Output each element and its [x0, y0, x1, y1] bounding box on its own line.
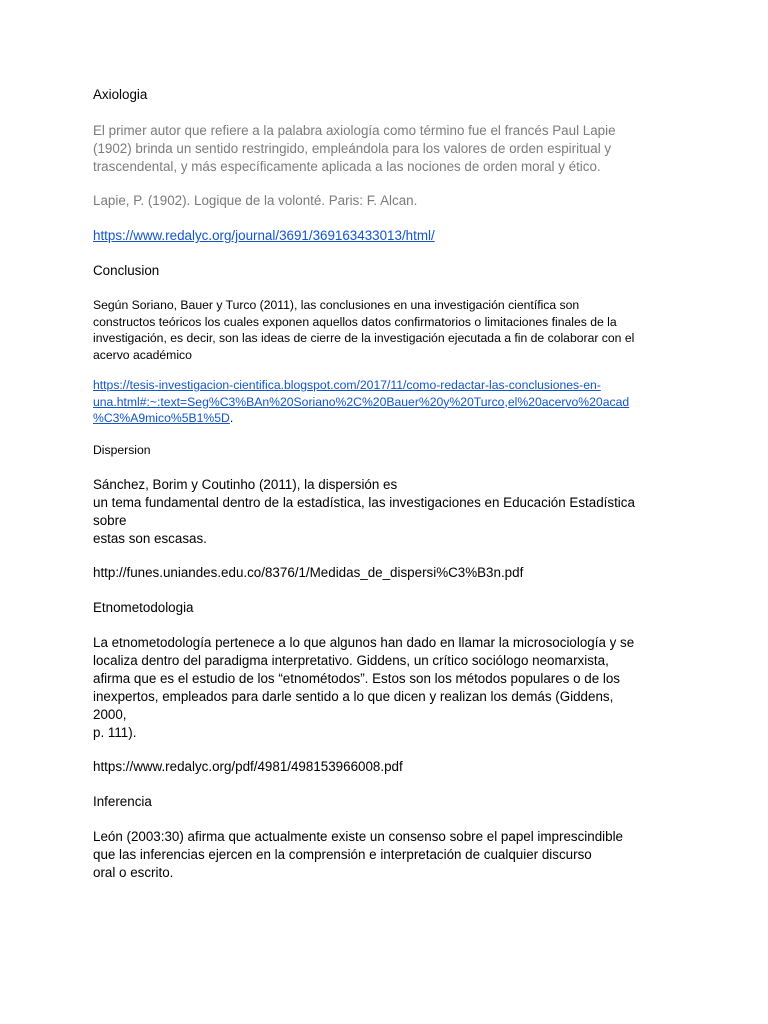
paragraph-etnometodologia	[93, 634, 683, 742]
heading-etnometodologia: Etnometodologia	[93, 600, 194, 615]
paragraph-line: oral o escrito.	[93, 865, 174, 880]
link-trailing-period: .	[229, 411, 234, 425]
paragraph-line: 2000,	[93, 707, 127, 722]
link-tesis-blogspot-line[interactable]: https://tesis-investigacion-cientifica.blogspot.com/2017/11/como-redactar-las-conclusiones-en-	[93, 378, 601, 392]
heading-inferencia: Inferencia	[93, 794, 152, 809]
heading-dispersion: Dispersion	[93, 443, 151, 457]
paragraph-line: estas son escasas.	[93, 531, 207, 546]
heading-axiologia: Axiologia	[93, 87, 148, 102]
paragraph-line: Sánchez, Borim y Coutinho (2011), la dispersión es	[93, 477, 398, 492]
paragraph-line: (1902) brinda un sentido restringido, empleándola para los valores de orden espiritual y	[93, 141, 612, 156]
link-tesis-blogspot-line[interactable]: una.html#:~:text=Seg%C3%BAn%20Soriano%2C%20Bauer%20y%20Turco,el%20acervo%20acad	[93, 394, 630, 409]
paragraph-axiologia	[93, 122, 683, 176]
citation-lapie: Lapie, P. (1902). Logique de la volonté. Paris: F. Alcan.	[93, 193, 418, 208]
paragraph-line: investigación, es decir, son las ideas de cierre de la investigación ejecutada a fin de colaborar con el	[93, 331, 635, 345]
paragraph-conclusion	[93, 297, 683, 363]
paragraph-line: que las inferencias ejercen en la comprensión e interpretación de cualquier discurso	[93, 847, 592, 862]
paragraph-inferencia	[93, 828, 683, 882]
link-block-conclusion	[93, 377, 683, 427]
paragraph-line: localiza dentro del paradigma interpretativo. Giddens, un crítico sociólogo neomarxista,	[93, 653, 609, 668]
paragraph-line: trascendental, y más específicamente aplicada a las nociones de orden moral y ético.	[93, 159, 601, 174]
paragraph-line: León (2003:30) afirma que actualmente existe un consenso sobre el papel imprescindible	[93, 829, 623, 844]
heading-conclusion: Conclusion	[93, 263, 160, 278]
url-redalyc-pdf: https://www.redalyc.org/pdf/4981/498153966008.pdf	[93, 759, 403, 774]
paragraph-line: constructos teóricos los cuales exponen aquellos datos confirmatorios o limitaciones finales de la	[93, 314, 617, 329]
paragraph-line: afirma que es el estudio de los “etnométodos”. Estos son los métodos populares o de los	[93, 671, 620, 686]
paragraph-line: sobre	[93, 513, 127, 528]
paragraph-dispersion	[93, 476, 683, 548]
paragraph-line: acervo académico	[93, 347, 192, 362]
paragraph-line: un tema fundamental dentro de la estadística, las investigaciones en Educación Estadística	[93, 495, 635, 510]
link-tesis-blogspot-line[interactable]: %C3%A9mico%5B1%5D	[93, 411, 230, 425]
paragraph-line: El primer autor que refiere a la palabra axiología como término fue el francés Paul Lapie	[93, 123, 616, 138]
url-funes-uniandes: http://funes.uniandes.edu.co/8376/1/Medidas_de_dispersi%C3%B3n.pdf	[93, 565, 524, 580]
paragraph-line: La etnometodología pertenece a lo que algunos han dado en llamar la microsociología y se	[93, 635, 635, 650]
link-redalyc-journal[interactable]: https://www.redalyc.org/journal/3691/369163433013/html/	[93, 228, 435, 243]
paragraph-line: inexpertos, empleados para darle sentido a lo que dicen y realizan los demás (Giddens,	[93, 689, 614, 704]
paragraph-line: p. 111).	[93, 725, 137, 740]
paragraph-line: Según Soriano, Bauer y Turco (2011), las conclusiones en una investigación científica son	[93, 298, 580, 312]
